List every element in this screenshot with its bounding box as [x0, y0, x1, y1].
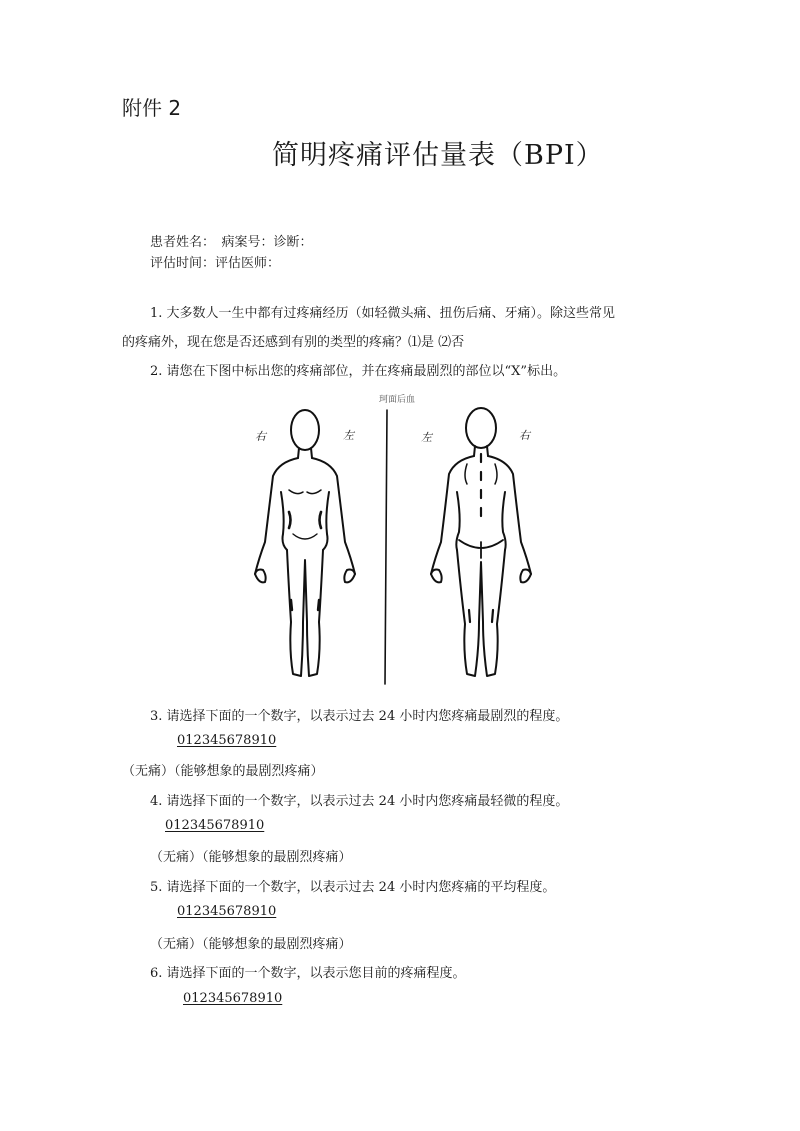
- page-title: 简明疼痛评估量表（BPI）: [272, 140, 604, 171]
- patient-info-line-2: 评估时间：评估医师：: [150, 256, 281, 271]
- scale-anchors-q5: （无痛）（能够想象的最剧烈疼痛）: [150, 937, 352, 952]
- question-1-line-2: 的疼痛外，现在您是否还感到有别的类型的疼痛？⑴是 ⑵否: [122, 335, 465, 350]
- body-diagram[interactable]: [245, 392, 565, 690]
- question-2: 2. 请您在下图中标出您的疼痛部位，并在疼痛最剧烈的部位以“X”标出。: [150, 364, 567, 379]
- scale-anchors-q3: （无痛）（能够想象的最剧烈疼痛）: [122, 764, 324, 779]
- front-left-label: 左: [343, 429, 354, 442]
- front-body-outline[interactable]: [255, 410, 355, 676]
- question-5: 5. 请选择下面的一个数字，以表示过去 24 小时内您疼痛的平均程度。: [150, 880, 556, 895]
- scale-anchors-q4: （无痛）（能够想象的最剧烈疼痛）: [150, 850, 352, 865]
- back-right-label: 右: [519, 429, 530, 442]
- pain-scale-q6[interactable]: 012345678910: [183, 991, 283, 1006]
- question-6: 6. 请选择下面的一个数字，以表示您目前的疼痛程度。: [150, 966, 466, 981]
- figure-header: 珂面后血: [379, 395, 416, 405]
- divider-line: [385, 410, 387, 684]
- pain-scale-q3[interactable]: 012345678910: [177, 733, 277, 748]
- back-left-label: 左: [421, 431, 432, 444]
- attachment-label: 附件 2: [122, 96, 182, 120]
- question-4: 4. 请选择下面的一个数字，以表示过去 24 小时内您疼痛最轻微的程度。: [150, 794, 569, 809]
- question-3: 3. 请选择下面的一个数字，以表示过去 24 小时内您疼痛最剧烈的程度。: [150, 709, 569, 724]
- question-1-line-1: 1. 大多数人一生中都有过疼痛经历（如轻微头痛、扭伤后痛、牙痛）。除这些常见: [150, 306, 616, 321]
- front-right-label: 右: [255, 430, 266, 443]
- pain-scale-q4[interactable]: 012345678910: [165, 818, 265, 833]
- back-body-outline[interactable]: [431, 408, 531, 676]
- patient-info-line-1: 患者姓名： 病案号：诊断：: [150, 235, 313, 250]
- pain-scale-q5[interactable]: 012345678910: [177, 904, 277, 919]
